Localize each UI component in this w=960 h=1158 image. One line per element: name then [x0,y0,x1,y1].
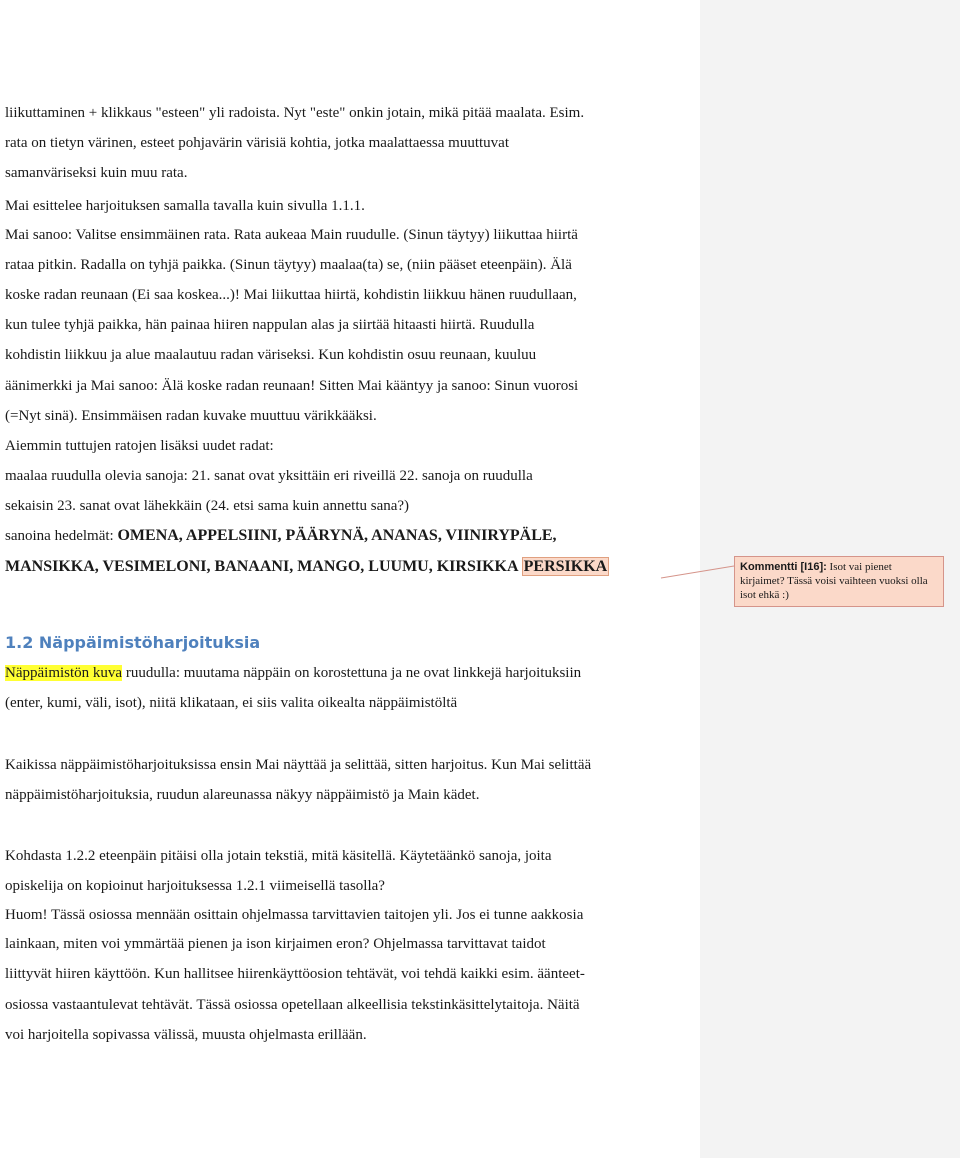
text-line: (=Nyt sinä). Ensimmäisen radan kuvake muuttuu värikkääksi. [5,408,377,424]
comment-text: Isot vai pienet kirjaimet? Tässä voisi vaihteen vuoksi olla isot ehkä :) [740,561,928,601]
text-line: rataa pitkin. Radalla on tyhjä paikka. (Sinun täytyy) maalaa(ta) se, (niin pääset eteenpäin). Älä [5,257,572,273]
fruit-list-bold: OMENA, APPELSIINI, PÄÄRYNÄ, ANANAS, VIINIRYPÄLE, [117,527,557,544]
highlighted-phrase: Näppäimistön kuva [5,665,123,681]
text-line: Kaikissa näppäimistöharjoituksissa ensin Mai näyttää ja selittää, sitten harjoitus. Kun Mai selittää [5,757,592,773]
comment-balloon[interactable] [734,556,944,607]
text-line: Mai sanoo: Valitse ensimmäinen rata. Rata aukeaa Main ruudulle. (Sinun täytyy) liikuttaa hiirtä [5,227,578,243]
text-line: liittyvät hiiren käyttöön. Kun hallitsee hiirenkäyttöosion tehtävät, voi tehdä kaikki esim. äänteet- [5,966,585,982]
text-line: Aiemmin tuttujen ratojen lisäksi uudet radat: [5,438,274,454]
text-line: koske radan reunaan (Ei saa koskea...)! Mai liikuttaa hiirtä, kohdistin liikkuu hänen ruudullaan, [5,287,577,303]
text-line: osiossa vastaantulevat tehtävät. Tässä osiossa opetellaan alkeellisia tekstinkäsittelytaitoja. Näitä [5,997,580,1013]
fruit-list-line [5,557,609,577]
text-line: näppäimistöharjoituksia, ruudun alareunassa näkyy näppäimistö ja Main kädet. [5,787,480,803]
text-line: lainkaan, miten voi ymmärtää pienen ja ison kirjaimen eron? Ohjelmassa tarvittavat taidot [5,936,546,952]
text-line: Mai esittelee harjoituksen samalla tavalla kuin sivulla 1.1.1. [5,198,365,214]
fruit-list-prefix: sanoina hedelmät: [5,528,118,544]
text-line: Kohdasta 1.2.2 eteenpäin pitäisi olla jotain tekstiä, mitä käsitellä. Käytetäänkö sanoja, joita [5,848,552,864]
text-line: voi harjoitella sopivassa välissä, muusta ohjelmasta erillään. [5,1027,367,1043]
text-line: äänimerkki ja Mai sanoo: Älä koske radan reunaan! Sitten Mai kääntyy ja sanoo: Sinun vuorosi [5,378,579,394]
fruit-list-bold: MANSIKKA, VESIMELONI, BANAANI, MANGO, LUUMU, KIRSIKKA [5,558,522,575]
text-line: maalaa ruudulla olevia sanoja: 21. sanat ovat yksittäin eri riveillä 22. sanoja on ruudulla [5,468,533,484]
text-line: rata on tietyn värinen, esteet pohjavärin värisiä kohtia, jotka maalattaessa muuttuvat [5,135,509,151]
text-span: ruudulla: muutama näppäin on korostettuna ja ne ovat linkkejä harjoituksiin [122,665,582,681]
text-line: (enter, kumi, väli, isot), niitä klikataan, ei siis valita oikealta näppäimistöltä [5,695,458,711]
text-line: Huom! Tässä osiossa mennään osittain ohjelmassa tarvittavien taitojen yli. Jos ei tunne aakkosia [5,907,584,923]
section-heading: 1.2 Näppäimistöharjoituksia [5,633,261,652]
comment-label: Kommentti [I16]: [740,561,827,573]
text-line: kohdistin liikkuu ja alue maalautuu radan väriseksi. Kun kohdistin osuu reunaan, kuuluu [5,347,537,363]
text-line: sekaisin 23. sanat ovat lähekkäin (24. etsi sama kuin annettu sana?) [5,498,410,514]
fruit-list-line [5,526,557,546]
text-line [5,663,581,683]
text-line: samanväriseksi kuin muu rata. [5,165,188,181]
text-line: liikuttaminen + klikkaus "esteen" yli radoista. Nyt "este" onkin jotain, mikä pitää maalata. Esim. [5,105,585,121]
text-line: kun tulee tyhjä paikka, hän painaa hiiren nappulan alas ja siirtää hitaasti hiirtä. Ruudulla [5,317,535,333]
commented-word[interactable]: PERSIKKA [523,558,608,575]
text-line: opiskelija on kopioinut harjoituksessa 1.2.1 viimeisellä tasolla? [5,878,385,894]
